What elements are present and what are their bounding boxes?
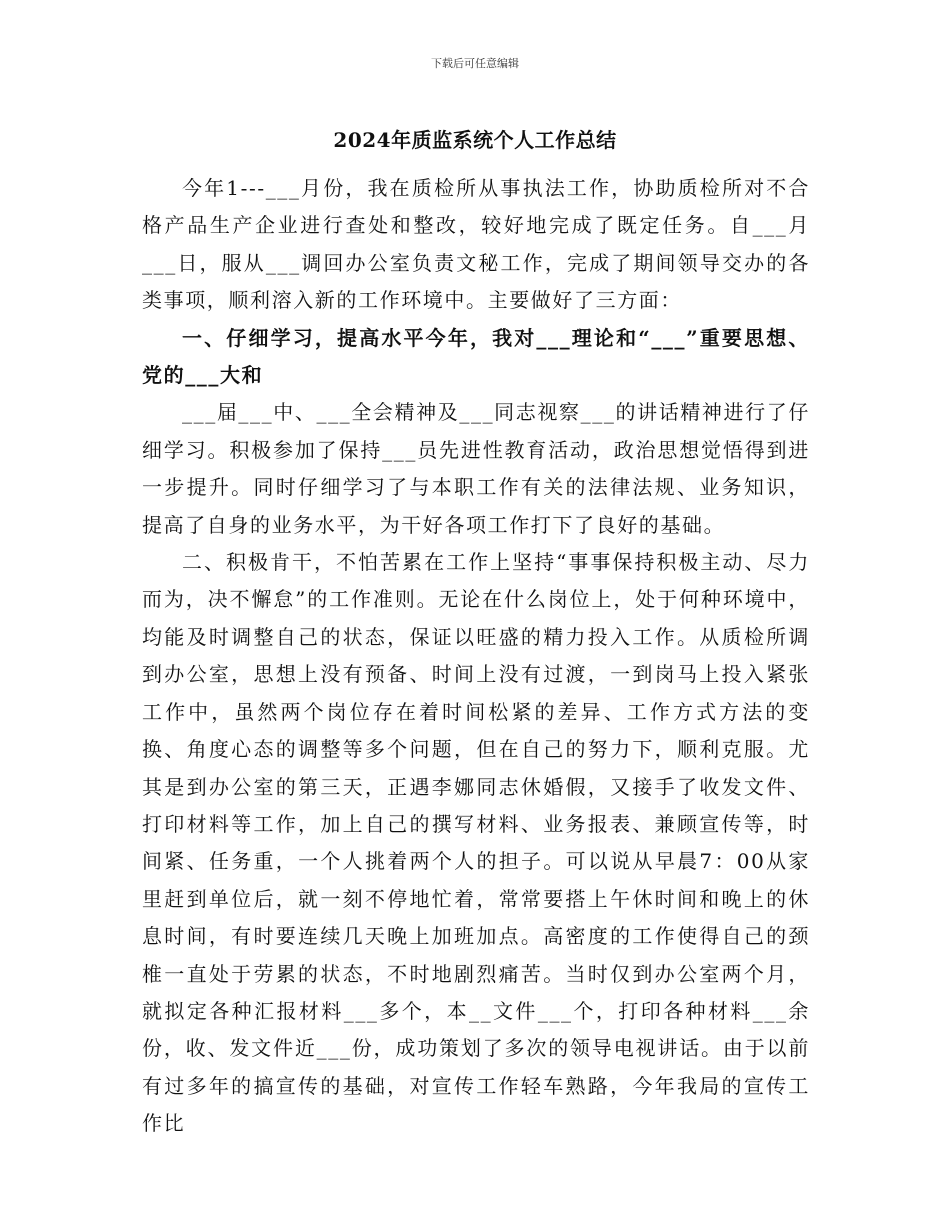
- paragraph-intro: 今年1---___月份，我在质检所从事执法工作，协助质检所对不合格产品生产企业进行查处和整改，较好地完成了既定任务。自___月___日，服从___调回办公室负责文秘工作，完成了期间领导交办的各类事项，顺利溶入新的工作环境中。主要做好了三方面：: [142, 176, 810, 313]
- paragraph-study: ___届___中、___全会精神及___同志视察___的讲话精神进行了仔细学习。积极参加了保持___员先进性教育活动，政治思想觉悟得到进一步提升。同时仔细学习了与本职工作有关的法律法规、业务知识，提高了自身的业务水平，为干好各项工作打下了良好的基础。: [142, 400, 810, 537]
- paragraph-work: 二、积极肯干，不怕苦累在工作上坚持“事事保持积极主动、尽力而为，决不懈怠”的工作准则。无论在什么岗位上，处于何种环境中，均能及时调整自己的状态，保证以旺盛的精力投入工作。从质检所调到办公室，思想上没有预备、时间上没有过渡，一到岗马上投入紧张工作中，虽然两个岗位存在着时间松紧的差异、工作方式方法的变换、角度心态的调整等多个问题，但在自己的努力下，顺利克服。尤其是到办公室的第三天，正遇李娜同志休婚假，又接手了收发文件、打印材料等工作，加上自己的撰写材料、业务报表、兼顾宣传等，时间紧、任务重，一个人挑着两个人的担子。可以说从早晨7：00从家里赶到单位后，就一刻不停地忙着，常常要搭上午休时间和晚上的休息时间，有时要连续几天晚上加班加点。高密度的工作使得自己的颈椎一直处于劳累的状态，不时地剧烈痛苦。当时仅到办公室两个月，就拟定各种汇报材料___多个，本__文件___个，打印各种材料___余份，收、发文件近___份，成功策划了多次的领导电视讲话。由于以前有过多年的搞宣传的基础，对宣传工作轻车熟路，今年我局的宣传工作比: [142, 550, 810, 1136]
- section-heading-1: 一、仔细学习，提高水平今年，我对___理论和“___”重要思想、党的___大和: [142, 325, 810, 388]
- header-note: 下载后可任意编辑: [431, 57, 519, 70]
- document-body: [142, 170, 810, 1143]
- document-title: 2024年质监系统个人工作总结: [333, 128, 617, 152]
